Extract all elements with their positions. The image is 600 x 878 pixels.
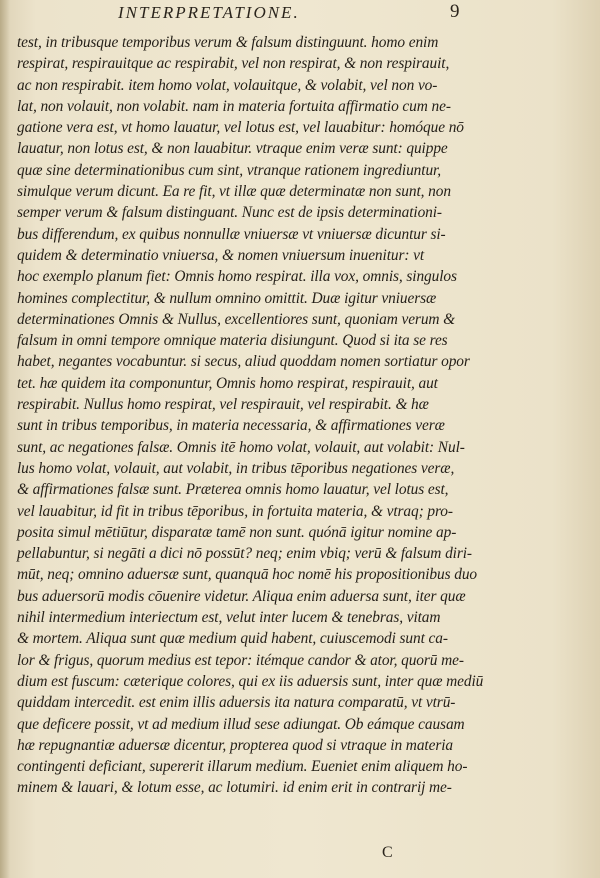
text-line: quiddam intercedit. est enim illis aduersis ita natura comparatū, vt vtrū- xyxy=(17,694,456,712)
running-head: INTERPRETATIONE. xyxy=(118,3,300,22)
text-line: gatione vera est, vt homo lauatur, vel lotus est, vel lauabitur: homóque nō xyxy=(17,119,464,137)
text-line: bus aduersorū modis cōuenire videtur. Aliqua enim aduersa sunt, iter quæ xyxy=(17,587,466,605)
binding-shadow xyxy=(0,0,10,878)
text-line: contingenti deficiant, supererit illarum medium. Eueniet enim aliquem ho- xyxy=(17,758,468,776)
text-line: simulque verum dicunt. Ea re fit, vt illæ quæ determinatæ non sunt, non xyxy=(17,183,451,201)
text-line: bus differendum, ex quibus nonnullæ vniuersæ vt vniuersæ dicuntur si- xyxy=(17,225,446,243)
text-line: determinationes Omnis & Nullus, excellentiores sunt, quoniam verum & xyxy=(17,310,456,328)
text-line: quæ sine determinationibus cum sint, vtranque rationem ingrediuntur, xyxy=(17,161,441,179)
text-line: pellabuntur, si negāti a dici nō possūt? neq; enim vbiq; verū & falsum diri- xyxy=(17,545,472,563)
text-line: respirat, respirauitque ac respirabit, vel non respirat, & non respirauit, xyxy=(17,55,450,73)
text-line: semper verum & falsum distinguant. Nunc est de ipsis determinationi- xyxy=(17,204,442,222)
text-line: dium est fuscum: cæterique colores, qui ex iis aduersis sunt, inter quæ mediū xyxy=(17,672,484,690)
body-text xyxy=(17,32,492,799)
text-line: hoc exemplo planum fiet: Omnis homo respirat. illa vox, omnis, singulos xyxy=(17,268,457,286)
text-line: lauatur, non lotus est, & non lauabitur. vtraque enim veræ sunt: quippe xyxy=(17,140,448,158)
text-line: respirabit. Nullus homo respirat, vel respirauit, vel respirabit. & hæ xyxy=(17,396,429,414)
text-line: & mortem. Aliqua sunt quæ medium quid habent, cuiuscemodi sunt ca- xyxy=(17,630,448,648)
text-line: lus homo volat, volauit, aut volabit, in tribus tēporibus negationes veræ, xyxy=(17,459,455,477)
text-line: vel lauabitur, id fit in tribus tēporibus, in fortuita materia, & vtraq; pro- xyxy=(17,502,453,520)
text-line: quidem & determinatio vniuersa, & nomen vniuersum inuenitur: vt xyxy=(17,246,425,264)
text-line: sunt, ac negationes falsæ. Omnis itē homo volat, volauit, aut volabit: Nul- xyxy=(17,438,465,456)
text-line: habet, negantes vocabuntur. si secus, aliud quoddam nomen sortiatur opor xyxy=(17,353,470,371)
text-line: lat, non volauit, non volabit. nam in materia fortuita affirmatio cum ne- xyxy=(17,97,451,115)
page-number: 9 xyxy=(450,1,460,22)
text-line: lor & frigus, quorum medius est tepor: itémque candor & ator, quorū me- xyxy=(17,651,464,669)
text-line: nihil intermedium interiectum est, velut inter lucem & tenebras, vitam xyxy=(17,609,441,627)
text-line: tet. hæ quidem ita componuntur, Omnis homo respirat, respirauit, aut xyxy=(17,374,438,392)
text-line: sunt in tribus temporibus, in materia necessaria, & affirmationes veræ xyxy=(17,417,445,435)
signature-mark: C xyxy=(382,844,393,861)
text-line: minem & lauari, & lotum esse, ac lotumiri. id enim erit in contrarij me- xyxy=(17,779,452,797)
text-line: mūt, neq; omnino aduersæ sunt, quanquā hoc nomē his propositionibus duo xyxy=(17,566,478,584)
text-line: ac non respirabit. item homo volat, volauitque, & volabit, vel non vo- xyxy=(17,76,438,94)
page-header xyxy=(0,3,600,29)
text-line: hæ repugnantiæ aduersæ dicentur, propterea quod si vtraque in materia xyxy=(17,736,453,754)
text-line: test, in tribusque temporibus verum & falsum distinguunt. homo enim xyxy=(17,34,439,51)
text-line: posita simul mētiūtur, disparatæ tamē non sunt. quónā igitur nomine ap- xyxy=(17,523,457,541)
text-line: falsum in omni tempore omnique materia disiungunt. Quod si ita se res xyxy=(17,332,448,350)
text-line: que deficere possit, vt ad medium illud sese adiungat. Ob eámque causam xyxy=(17,715,465,733)
text-line: & affirmationes falsæ sunt. Præterea omnis homo lauatur, vel lotus est, xyxy=(17,481,449,499)
text-line: homines complectitur, & nullum omnino omittit. Duæ igitur vniuersæ xyxy=(17,289,437,307)
